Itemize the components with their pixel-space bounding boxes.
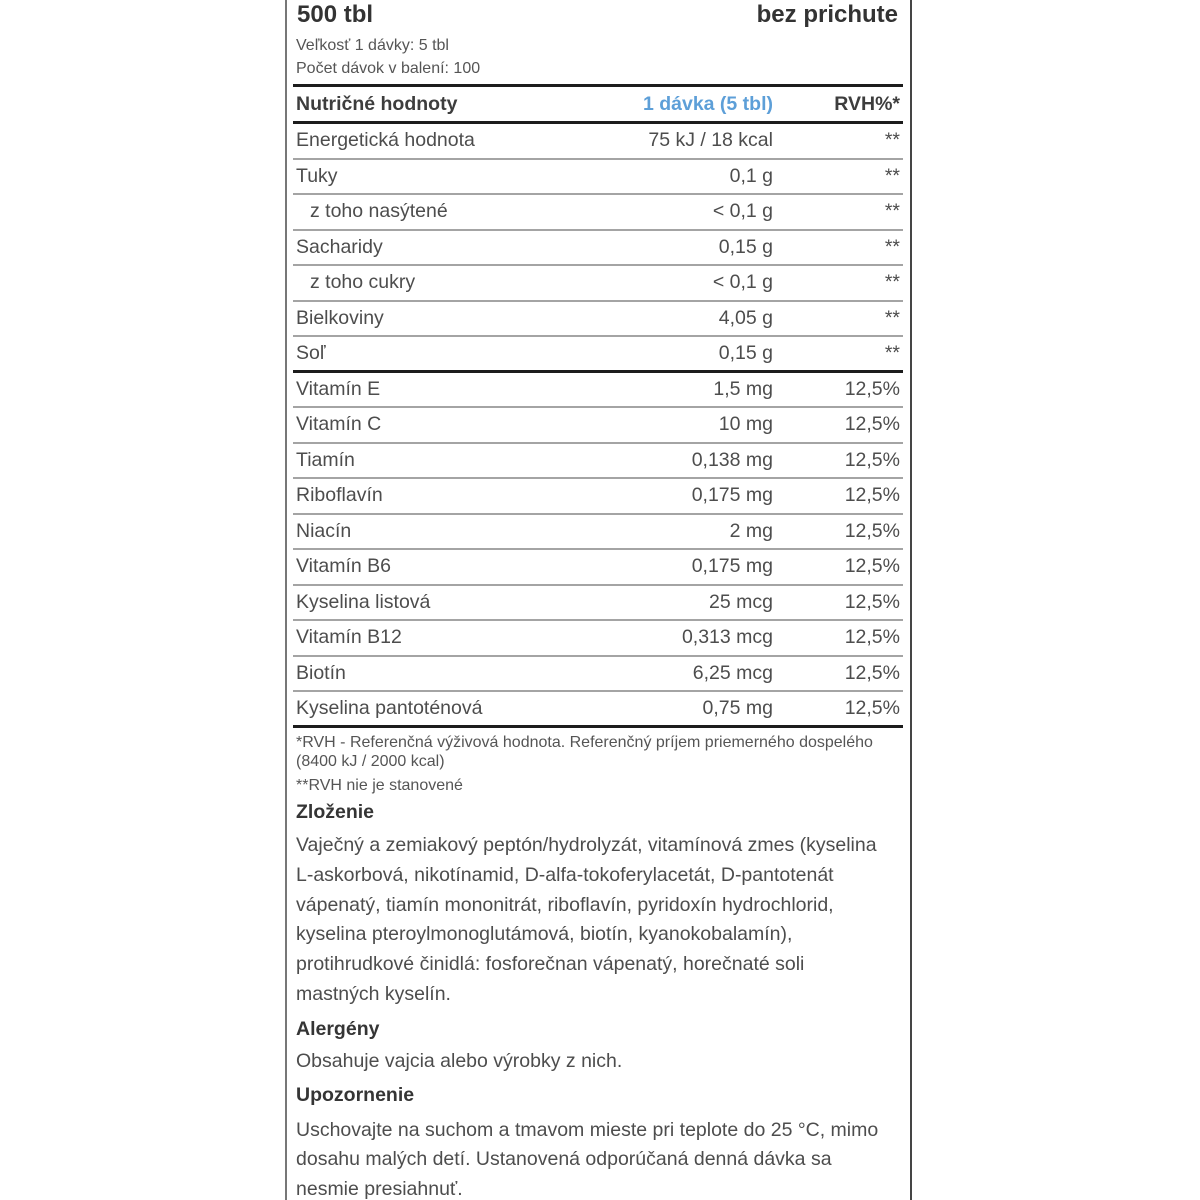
vitamin-amount: 0,175 mg [691, 555, 773, 578]
vitamins-group [293, 373, 903, 728]
allergens-line: Obsahuje vajcia alebo výrobky z nich. [296, 1049, 623, 1072]
vitamin-name: Tiamín [296, 448, 355, 471]
vitamin-name: Kyselina pantoténová [296, 696, 483, 719]
vitamin-name: Vitamín B12 [296, 626, 402, 649]
vitamin-rvh: 12,5% [844, 626, 900, 649]
footnote-not-established [293, 776, 903, 795]
nutrient-row [293, 160, 903, 196]
warning-line: nesmie presiahnuť. [296, 1178, 463, 1200]
nutrient-name: Energetická hodnota [296, 129, 475, 152]
composition-line: protihrudkové činidlá: fosforečnan vápenatý, horečnaté soli [296, 953, 805, 976]
nutrient-row [293, 124, 903, 160]
nutrient-name: Bielkoviny [296, 306, 384, 329]
composition-text [293, 831, 903, 1010]
nutrient-rvh: ** [884, 129, 900, 152]
vitamin-rvh: 12,5% [844, 413, 900, 436]
nutrient-name: Soľ [296, 341, 326, 364]
vitamin-rvh: 12,5% [844, 661, 900, 684]
vitamin-name: Niacín [296, 519, 352, 542]
vitamin-rvh: 12,5% [844, 555, 900, 578]
footnote-rvh-definition [293, 733, 903, 771]
vitamin-rvh: 12,5% [844, 590, 900, 613]
nutrient-row [293, 231, 903, 267]
allergens-title: Alergény [296, 1017, 380, 1040]
nutrient-amount: 0,15 g [718, 341, 773, 364]
nutrition-label [285, 0, 912, 1200]
nutrient-subrow [293, 266, 903, 302]
nutrient-amount: < 0,1 g [712, 200, 773, 223]
table-header [293, 87, 903, 124]
nutrient-name: z toho cukry [310, 271, 416, 294]
composition-line: kyselina pteroylmonoglutámová, biotín, kyanokobalamín), [296, 923, 793, 946]
composition-title: Zloženie [296, 801, 375, 823]
vitamin-amount: 0,175 mg [691, 484, 773, 507]
vitamin-amount: 10 mg [718, 413, 773, 436]
nutrient-row [293, 337, 903, 373]
column-header-rvh: RVH%* [834, 92, 900, 115]
vitamin-rvh: 12,5% [844, 696, 900, 719]
vitamin-name: Vitamín E [296, 377, 381, 400]
vitamin-amount: 2 mg [729, 519, 773, 542]
vitamin-amount: 6,25 mcg [692, 661, 773, 684]
nutrient-rvh: ** [884, 164, 900, 187]
nutrient-row [293, 302, 903, 338]
vitamin-row [293, 479, 903, 515]
vitamin-amount: 0,313 mcg [681, 626, 773, 649]
column-header-per-serving: 1 dávka (5 tbl) [642, 92, 773, 115]
nutrient-rvh: ** [884, 341, 900, 364]
vitamin-amount: 1,5 mg [713, 377, 773, 400]
nutrient-name: z toho nasýtené [310, 200, 448, 223]
product-header [293, 0, 903, 30]
vitamin-name: Riboflavín [296, 484, 383, 507]
nutrient-rvh: ** [884, 200, 900, 223]
vitamin-name: Vitamín C [296, 413, 382, 436]
composition-line: mastných kyselín. [296, 982, 451, 1005]
warning-line: Uschovajte na suchom a tmavom mieste pri teplote do 25 °C, mimo [296, 1118, 879, 1141]
servings-per-pack: Počet dávok v balení: 100 [296, 60, 481, 77]
vitamin-rvh: 12,5% [844, 377, 900, 400]
composition-line: L-askorbová, nikotínamid, D-alfa-tokoferylacetát, D-pantotenát [296, 863, 834, 886]
warning-title: Upozornenie [296, 1083, 415, 1106]
vitamin-row [293, 692, 903, 728]
nutrient-name: Tuky [296, 164, 338, 187]
composition-line: vápenatý, tiamín mononitrát, riboflavín, pyridoxín hydrochlorid, [296, 893, 834, 916]
vitamin-row [293, 444, 903, 480]
nutrient-rvh: ** [884, 271, 900, 294]
nutrients-group [293, 124, 903, 373]
nutrient-name: Sacharidy [296, 235, 383, 258]
nutrient-amount: 4,05 g [718, 306, 773, 329]
vitamin-row [293, 408, 903, 444]
nutrient-amount: 0,1 g [729, 164, 773, 187]
vitamin-row [293, 550, 903, 586]
pack-size: 500 tbl [297, 1, 374, 28]
vitamin-row [293, 657, 903, 693]
vitamin-rvh: 12,5% [844, 448, 900, 471]
footnote-line: *RVH - Referenčná výživová hodnota. Referenčný príjem priemerného dospelého [296, 733, 873, 751]
vitamin-amount: 25 mcg [709, 590, 773, 613]
vitamin-name: Vitamín B6 [296, 555, 392, 578]
composition-line: Vaječný a zemiakový peptón/hydrolyzát, vitamínová zmes (kyselina [296, 834, 877, 856]
vitamin-row [293, 621, 903, 657]
warning-text [293, 1116, 903, 1200]
column-header-nutrient: Nutričné hodnoty [296, 92, 458, 115]
vitamin-amount: 0,75 mg [702, 696, 773, 719]
nutrient-amount: 75 kJ / 18 kcal [648, 129, 773, 152]
vitamin-row [293, 373, 903, 409]
serving-info [293, 34, 903, 80]
flavor: bez prichute [756, 1, 898, 28]
allergens-text [293, 1047, 903, 1077]
nutrient-amount: < 0,1 g [712, 271, 773, 294]
footnote-line: **RVH nie je stanovené [296, 776, 463, 794]
vitamin-amount: 0,138 mg [691, 448, 773, 471]
nutrient-rvh: ** [884, 306, 900, 329]
nutrient-subrow [293, 195, 903, 231]
nutrient-rvh: ** [884, 235, 900, 258]
vitamin-name: Biotín [296, 661, 346, 684]
vitamin-rvh: 12,5% [844, 519, 900, 542]
footnote-line: (8400 kJ / 2000 kcal) [296, 752, 445, 770]
serving-size: Veľkosť 1 dávky: 5 tbl [296, 37, 449, 54]
vitamin-rvh: 12,5% [844, 484, 900, 507]
warning-line: dosahu malých detí. Ustanovená odporúčaná denná dávka sa [296, 1148, 832, 1171]
vitamin-name: Kyselina listová [296, 590, 431, 613]
nutrient-amount: 0,15 g [718, 235, 773, 258]
vitamin-row [293, 515, 903, 551]
vitamin-row [293, 586, 903, 622]
